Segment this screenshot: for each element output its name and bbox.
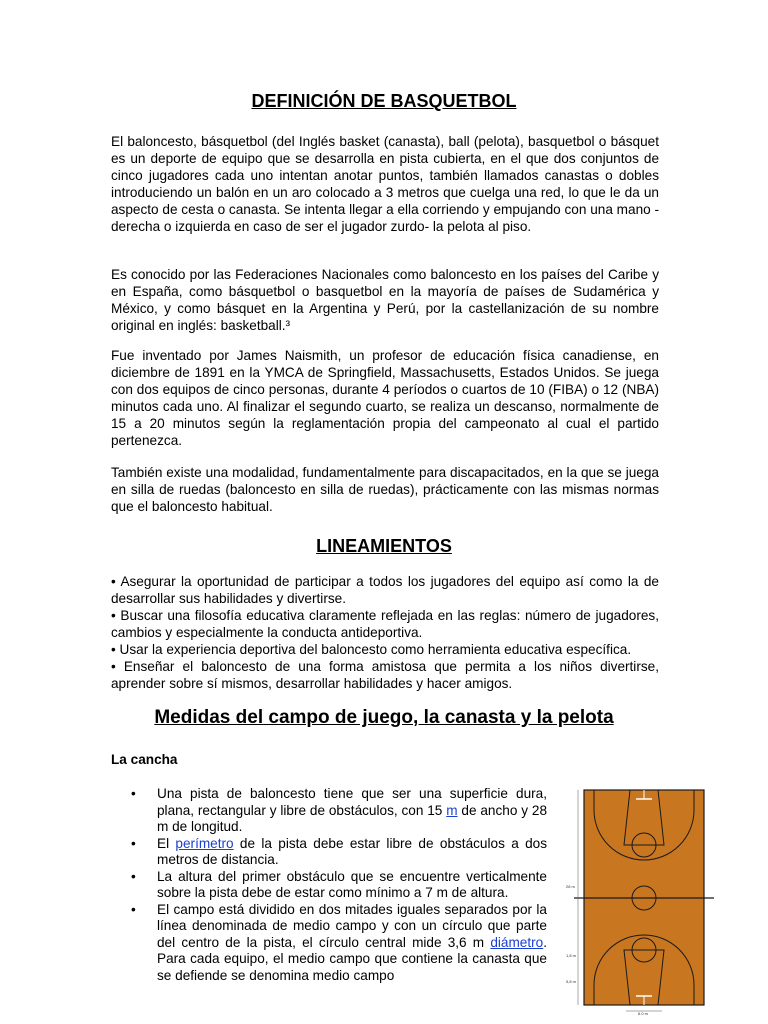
link-perimetro[interactable]: perímetro: [175, 835, 234, 851]
list-item: [111, 836, 547, 869]
paragraph-names: Es conocido por las Federaciones Nacionales como baloncesto en los países del Caribe y en España, como básquetbol o basquetbol en la mayoría de países de Sudamérica y México, y como básquet en la Argentina y Perú, por la castellanización de su nombre original en inglés: basketball.³: [111, 267, 659, 333]
list-item-text: . Para cada equipo, el medio campo que contiene la canasta que se defiende se denomina medio campo: [157, 934, 547, 983]
medidas-heading: Medidas del campo de juego, la canasta y la pelota: [154, 707, 614, 728]
bullet-icon: •: [131, 868, 136, 884]
lineamientos-heading: LINEAMIENTOS: [316, 536, 452, 556]
small-dimension-label-1: 1,8 m: [566, 953, 577, 958]
list-item-text: de la pista debe estar libre de obstáculos a dos metros de distancia.: [157, 835, 547, 867]
list-item-text: La altura del primer obstáculo que se encuentre verticalmente sobre la pista debe de estar como mínimo a 7 m de altura.: [157, 868, 547, 900]
list-item-text: El: [157, 835, 176, 851]
court-length-label: 28 m: [566, 884, 575, 889]
page-title: DEFINICIÓN DE BASQUETBOL: [251, 91, 517, 111]
paragraph-definition: El baloncesto, básquetbol (del Inglés basket (canasta), ball (pelota), basquetbol o básquet es un deporte de equipo que se desarrolla en pista cubierta, en el que dos conjuntos de cinco jugadores cada uno intentan anotar puntos, también llamados canastas o dobles introduciendo un balón en un aro colocado a 3 metros que cuelga una red, lo que le da un aspecto de cesta o canasta. Se intenta llegar a ella corriendo y empujando con una mano -derecha o izquierda en caso de ser el jugador zurdo- la pelota al piso.: [111, 134, 659, 234]
list-item-text: El campo está dividido en dos mitades iguales separados por la línea denominada de medio campo y con un círculo que parte del centro de la pista, el círculo central mide 3,6 m: [157, 901, 547, 950]
list-item-text: Una pista de baloncesto tiene que ser una superficie dura, plana, rectangular y libre de obstáculos, con 15: [157, 786, 547, 818]
list-item: [111, 902, 547, 985]
lineamientos-list: • Asegurar la oportunidad de participar a todos los jugadores del equipo así como la de desarrollar sus habilidades y divertirse. • Buscar una filosofía educativa claramente reflejada en las reglas: número de jugadores, cambios y especialmente la conducta antideportiva. • Usar la experiencia deportiva del baloncesto como herramienta educativa específica. • Enseñar el baloncesto de una forma amistosa que permita a los niños divertirse, aprender sobre sí mismos, desarrollar habilidades y hacer amigos.: [111, 574, 659, 691]
bullet-icon: •: [131, 901, 136, 917]
link-metro[interactable]: m: [446, 802, 458, 818]
list-item-text: de ancho y 28 m de longitud.: [157, 802, 548, 834]
link-diametro[interactable]: diámetro: [490, 934, 544, 950]
bullet-icon: •: [131, 835, 136, 851]
paragraph-history: Fue inventado por James Naismith, un profesor de educación física canadiense, en diciembre de 1891 en la YMCA de Springfield, Massachusetts, Estados Unidos. Se juega con dos equipos de cinco personas, durante 4 períodos o cuartos de 10 (FIBA) o 12 (NBA) minutos cada uno. Al finalizar el segundo cuarto, se realiza un descanso, normalmente de 15 a 20 minutos según la reglamentación propia del campeonato al cual el partido pertenezca.: [111, 348, 659, 448]
cancha-heading: La cancha: [111, 752, 178, 767]
list-item: [111, 869, 547, 902]
list-item: [111, 786, 547, 836]
basketball-court-diagram: [564, 785, 714, 1015]
bottom-dimension-label: 6,0 m: [638, 1011, 649, 1015]
small-dimension-label-2: 5,8 m: [566, 979, 577, 984]
cancha-bullet-list: [111, 786, 547, 984]
bullet-icon: •: [131, 786, 136, 801]
paragraph-wheelchair: También existe una modalidad, fundamentalmente para discapacitados, en la que se juega en silla de ruedas (baloncesto en silla de ruedas), prácticamente con las mismas normas que el baloncesto habitual.: [111, 465, 659, 514]
